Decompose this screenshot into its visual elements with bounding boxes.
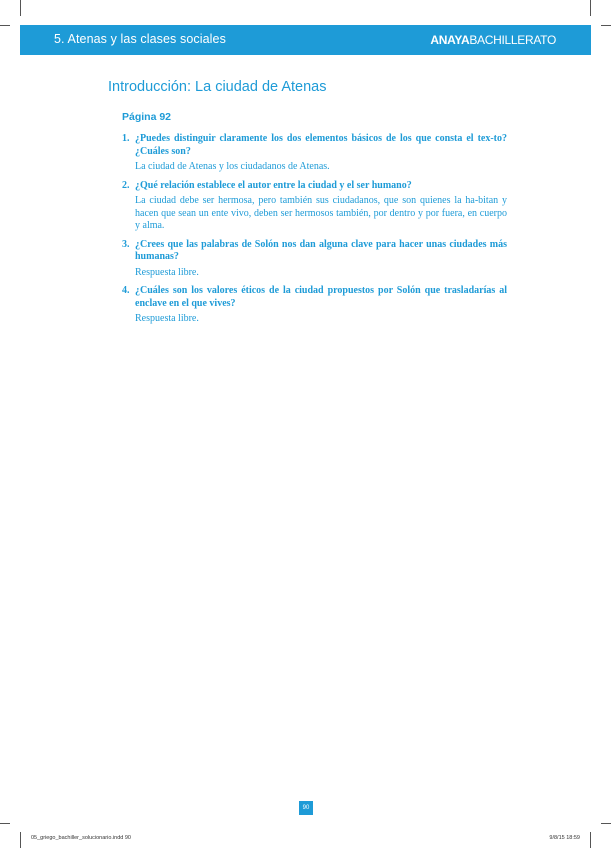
publisher-logo — [430, 33, 556, 47]
crop-mark — [20, 0, 21, 16]
question-number: 2. — [122, 179, 130, 191]
answer-text: Respuesta libre. — [135, 313, 199, 324]
answer-text: Respuesta libre. — [135, 266, 199, 278]
question-number: 3. — [122, 238, 130, 250]
chapter-title: 5. Atenas y las clases sociales — [54, 32, 226, 46]
section-title: Introducción: La ciudad de Atenas — [108, 79, 327, 95]
crop-mark — [0, 25, 10, 26]
brand-bold: ANAYA — [430, 33, 470, 47]
answer-text: La ciudad de Atenas y los ciudadanos de Atenas. — [135, 161, 330, 172]
question-number: 1. — [122, 133, 130, 144]
question-item — [122, 239, 507, 280]
question-list — [122, 133, 507, 332]
brand-light: BACHILLERATO — [469, 33, 556, 47]
crop-mark — [590, 0, 591, 16]
crop-mark — [20, 832, 21, 848]
crop-mark — [590, 832, 591, 848]
answer-text: La ciudad debe ser hermosa, pero también sus ciudadanos, que son quienes la ha-bitan y hacen que sean un ente vivo, deben ser hermosos también, por dentro y por fuera, en cuerpo y alma. — [135, 195, 507, 231]
question-item — [122, 285, 507, 326]
question-item — [122, 180, 507, 233]
question-text: ¿Qué relación establece el autor entre la ciudad y el ser humano? — [135, 179, 412, 191]
page-label: Página 92 — [122, 111, 172, 123]
footer-date: 9/8/15 18:59 — [549, 835, 580, 841]
question-text: ¿Crees que las palabras de Solón nos dan alguna clave para hacer unas ciudades más humanas? — [135, 238, 507, 262]
question-text: ¿Cuáles son los valores éticos de la ciudad propuestos por Solón que trasladarías al enclave en el que vives? — [135, 285, 507, 309]
header-bar — [20, 25, 591, 55]
crop-mark — [0, 823, 10, 824]
page-number-badge: 90 — [299, 801, 313, 815]
question-number: 4. — [122, 285, 130, 296]
footer-filename: 05_griego_bachiller_solucionario.indd 90 — [31, 835, 131, 841]
crop-mark — [601, 823, 611, 824]
question-item — [122, 133, 507, 174]
question-text: ¿Puedes distinguir claramente los dos elementos básicos de los que consta el tex-to? ¿Cuáles son? — [135, 133, 507, 157]
crop-mark — [601, 25, 611, 26]
